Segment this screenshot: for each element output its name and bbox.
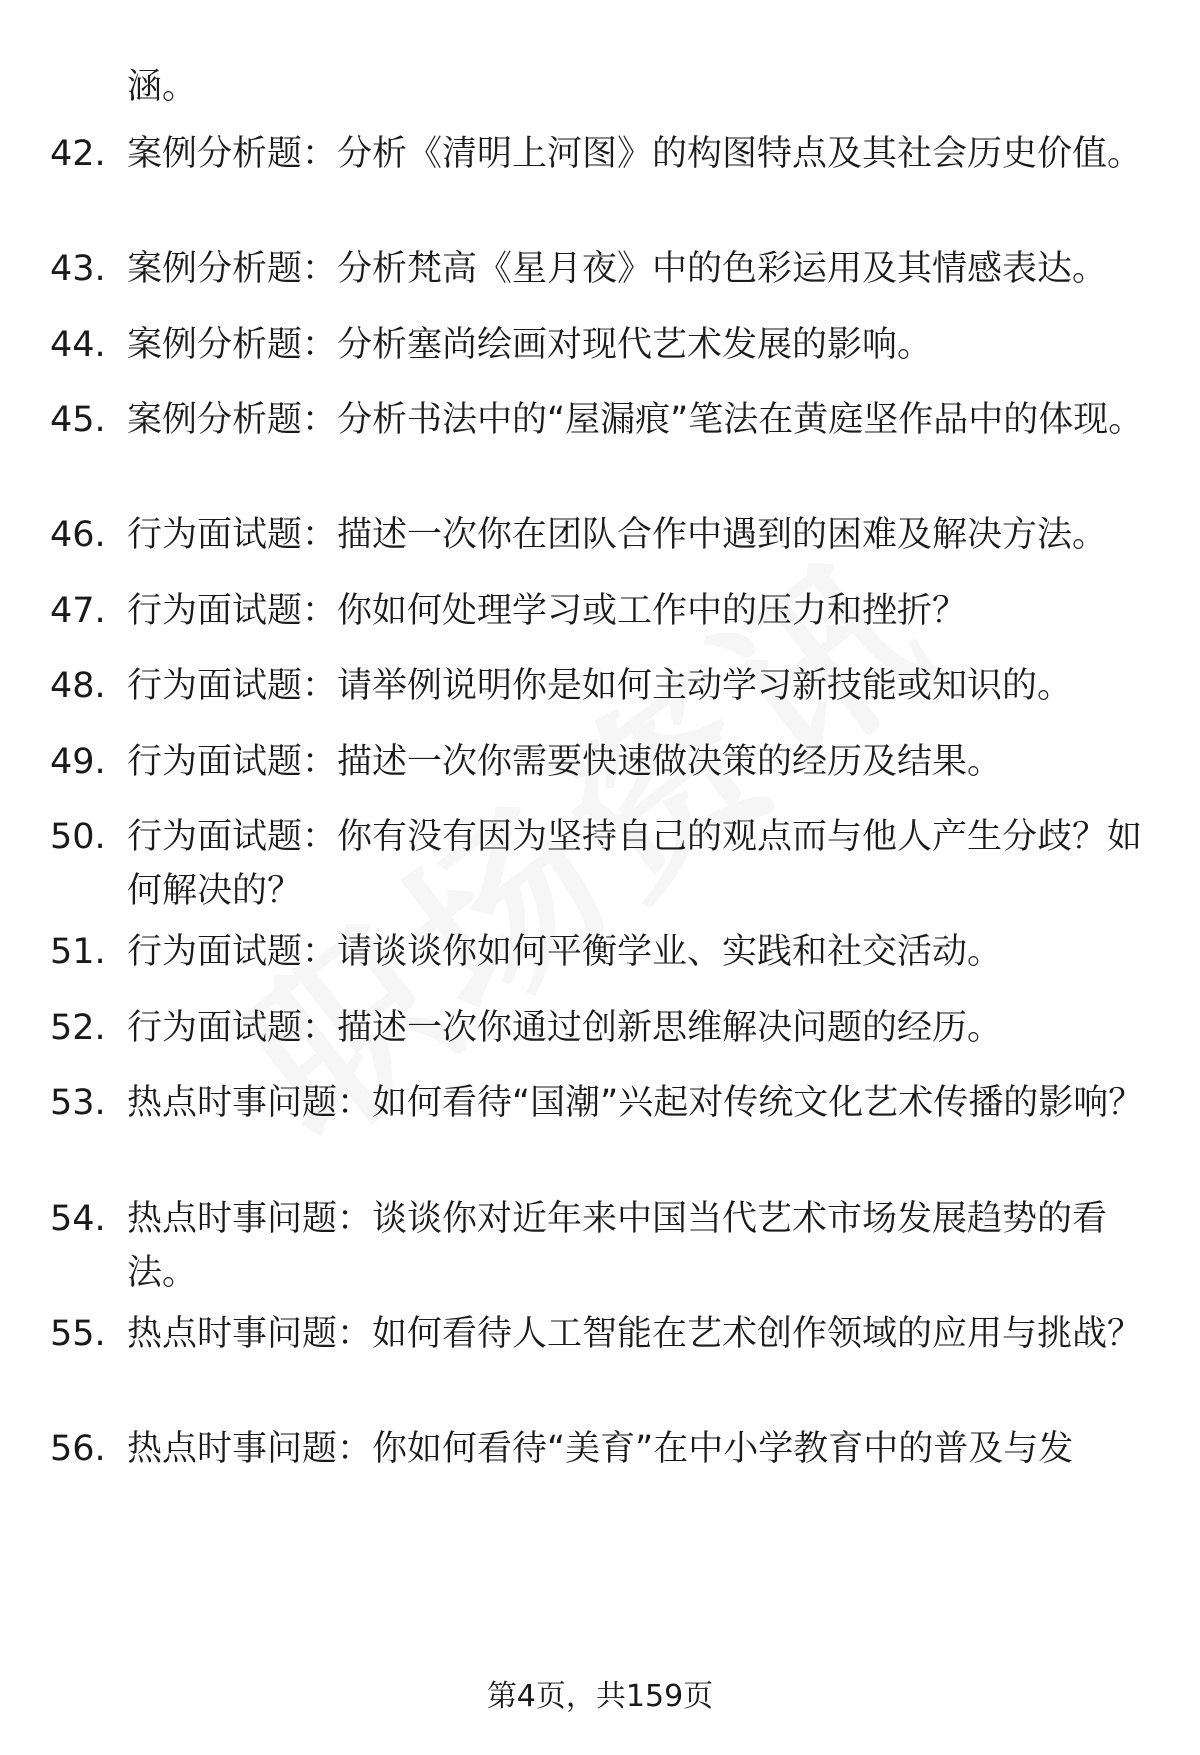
item-number: 51. <box>50 932 106 972</box>
item-number: 54. <box>50 1199 106 1239</box>
item-number: 42. <box>50 134 106 174</box>
item-number: 47. <box>50 591 106 631</box>
item-text: 案例分析题：分析《清明上河图》的构图特点及其社会历史价值。 <box>127 134 1143 174</box>
item-text: 行为面试题：你有没有因为坚持自己的观点而与他人产生分歧？如何解决的？ <box>127 817 1143 911</box>
item-text: 行为面试题：请举例说明你是如何主动学习新技能或知识的。 <box>127 666 1073 706</box>
continuation-text: 涵。 <box>127 67 198 107</box>
item-number: 45. <box>50 400 106 440</box>
item-text: 行为面试题：请谈谈你如何平衡学业、实践和社交活动。 <box>127 932 1003 972</box>
item-number: 53. <box>50 1083 106 1123</box>
item-text: 行为面试题：描述一次你通过创新思维解决问题的经历。 <box>127 1008 1003 1048</box>
item-number: 43. <box>50 249 106 289</box>
item-text: 行为面试题：描述一次你在团队合作中遇到的困难及解决方法。 <box>127 515 1108 555</box>
page-footer: 第4页，共159页 <box>486 1679 714 1714</box>
item-number: 50. <box>50 817 106 857</box>
item-number: 55. <box>50 1314 106 1354</box>
item-text: 热点时事问题：如何看待人工智能在艺术创作领域的应用与挑战？ <box>127 1314 1143 1354</box>
item-text: 热点时事问题：如何看待“国潮”兴起对传统文化艺术传播的影响？ <box>127 1083 1144 1123</box>
item-text: 热点时事问题：谈谈你对近年来中国当代艺术市场发展趋势的看法。 <box>127 1199 1108 1293</box>
item-text: 行为面试题：描述一次你需要快速做决策的经历及结果。 <box>127 742 1003 782</box>
item-text: 热点时事问题：你如何看待“美育”在中小学教育中的普及与发 <box>127 1429 1074 1469</box>
item-number: 44. <box>50 325 106 365</box>
item-number: 48. <box>50 666 106 706</box>
item-text: 案例分析题：分析书法中的“屋漏痕”笔法在黄庭坚作品中的体现。 <box>127 400 1144 440</box>
item-text: 行为面试题：你如何处理学习或工作中的压力和挫折？ <box>127 591 968 631</box>
item-number: 46. <box>50 515 106 555</box>
item-text: 案例分析题：分析塞尚绘画对现代艺术发展的影响。 <box>127 325 933 365</box>
item-text: 案例分析题：分析梵高《星月夜》中的色彩运用及其情感表达。 <box>127 249 1108 289</box>
item-number: 52. <box>50 1008 106 1048</box>
item-number: 56. <box>50 1429 106 1469</box>
item-number: 49. <box>50 742 106 782</box>
